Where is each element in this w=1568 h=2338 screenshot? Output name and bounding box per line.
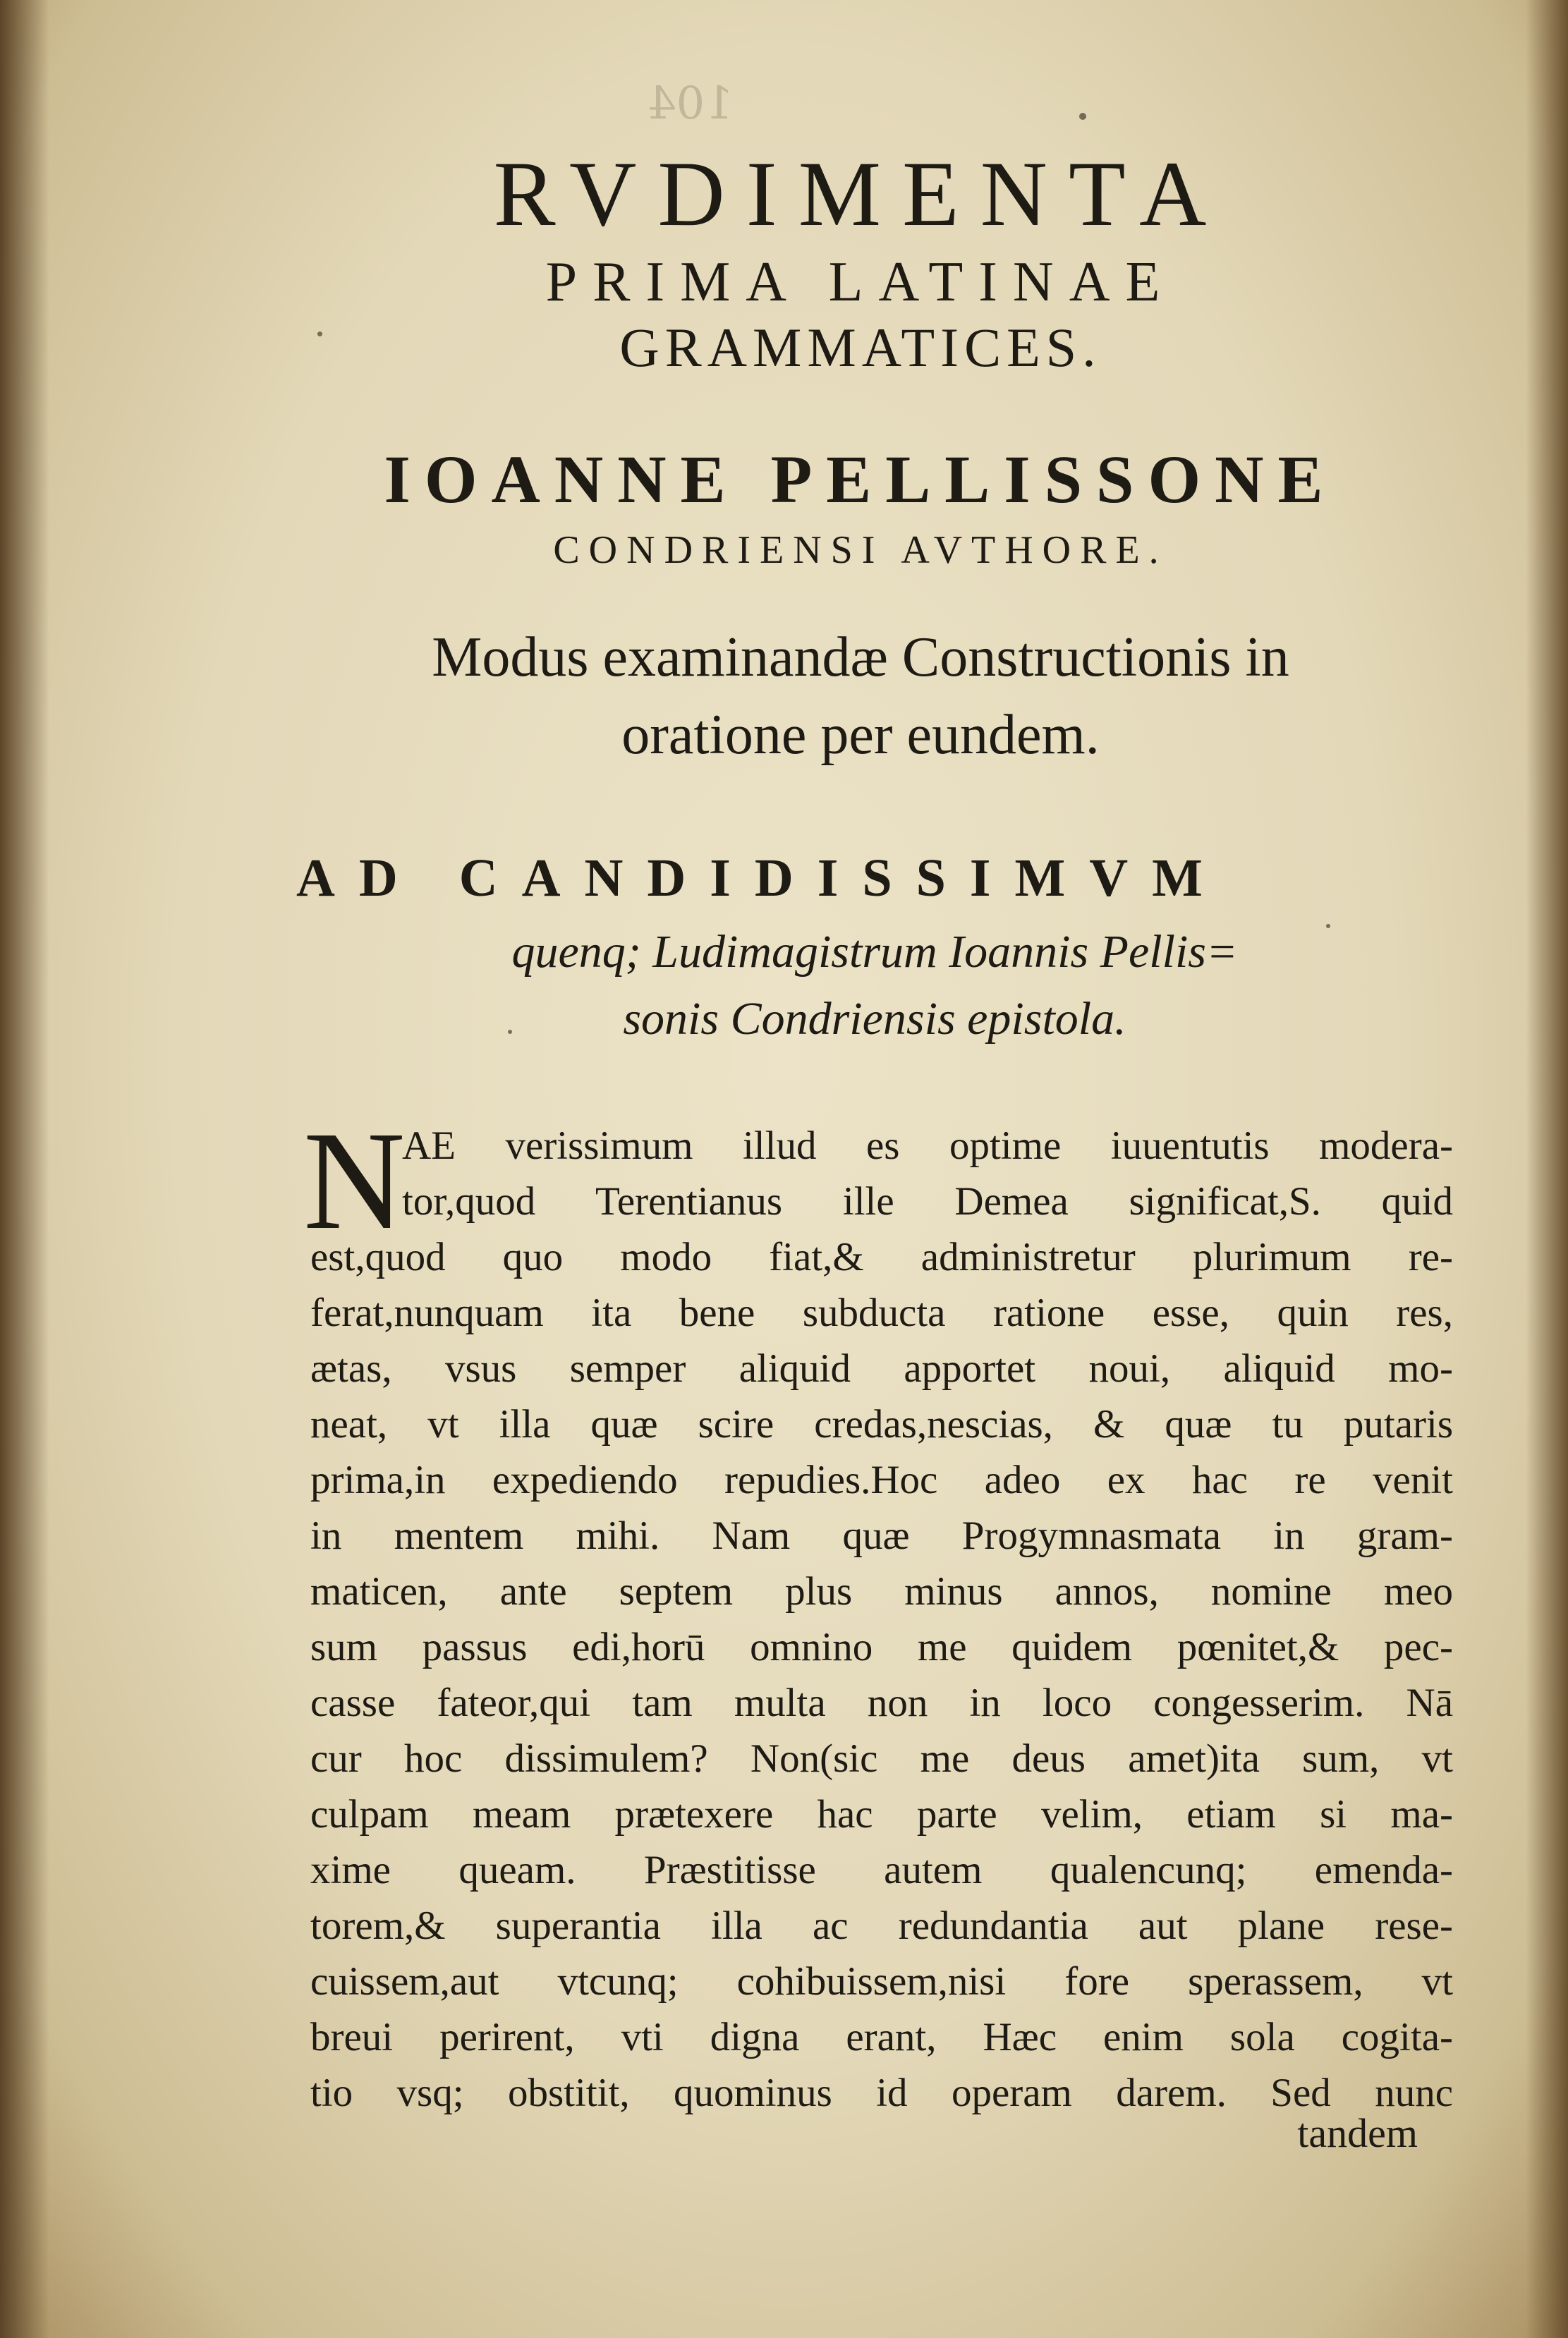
page-edge-shadow-right — [1526, 0, 1568, 2338]
body-line: cur hoc dissimulem? Non(sic me deus amet)ita sum, vt — [310, 1736, 1453, 1781]
body-line: casse fateor,qui tam multa non in loco congesserim. Nā — [310, 1681, 1453, 1725]
ink-speck — [317, 331, 322, 336]
body-line: in mentem mihi. Nam quæ Progymnasmata in gram- — [310, 1514, 1453, 1558]
subtitle-line-2: oratione per eundem. — [621, 704, 1100, 766]
body-line: breui perirent, vti digna erant, Hæc enim sola cogita- — [310, 2015, 1453, 2059]
ink-speck — [1326, 924, 1330, 928]
epistle-body — [303, 1103, 1453, 2204]
subtitle-line-1: Modus examinandæ Constructionis in — [432, 626, 1289, 688]
body-line: xime queam. Præstitisse autem qualencunq; emenda- — [310, 1848, 1453, 1892]
ink-speck — [508, 1030, 512, 1034]
drop-cap: N — [303, 1103, 406, 1259]
body-line: AE verissimum illud es optime iuuentutis modera- — [402, 1124, 1453, 1168]
body-line: prima,in expediendo repudies.Hoc adeo ex hac re venit — [310, 1458, 1453, 1502]
ink-speck — [1079, 113, 1086, 120]
author-descriptor: CONDRIENSI AVTHORE. — [553, 528, 1168, 572]
dedication-line-2: sonis Condriensis epistola. — [623, 993, 1126, 1045]
catchword: tandem — [1297, 2110, 1418, 2156]
body-line: ætas, vsus semper aliquid apportet noui, aliquid mo- — [310, 1346, 1453, 1391]
title-line-3: GRAMMATICES. — [619, 317, 1102, 378]
body-line: ferat,nunquam ita bene subducta ratione esse, quin res, — [310, 1291, 1453, 1335]
title-main: RVDIMENTA — [493, 142, 1228, 245]
body-line: maticen, ante septem plus minus annos, nomine meo — [310, 1569, 1453, 1614]
dedication-heading: AD CANDIDISSIMVM — [296, 848, 1227, 908]
body-line: est,quod quo modo fiat,& administretur plurimum re- — [310, 1235, 1453, 1279]
body-line: tio vsq; obstitit, quominus id operam darem. Sed nunc — [310, 2071, 1453, 2115]
body-line: neat, vt illa quæ scire credas,nescias, & quæ tu putaris — [310, 1402, 1453, 1447]
body-line: sum passus edi,horū omnino me quidem pœnitet,& pec- — [310, 1625, 1453, 1669]
title-line-2: PRIMA LATINAE — [545, 251, 1176, 313]
page-edge-shadow-left — [0, 0, 49, 2338]
author-name: IOANNE PELLISSONE — [384, 442, 1337, 517]
body-line: torem,& superantia illa ac redundantia aut plane rese- — [310, 1904, 1453, 1948]
body-line: tor,quod Terentianus ille Demea significat,S. quid — [402, 1179, 1453, 1224]
body-line: culpam meam prætexere hac parte velim, etiam si ma- — [310, 1792, 1453, 1837]
page-number-show-through: 104 — [647, 78, 734, 130]
dedication-line-1: quenq; Ludimagistrum Ioannis Pellis= — [511, 926, 1238, 978]
body-line: cuissem,aut vtcunq; cohibuissem,nisi fore sperassem, vt — [310, 1959, 1453, 2004]
